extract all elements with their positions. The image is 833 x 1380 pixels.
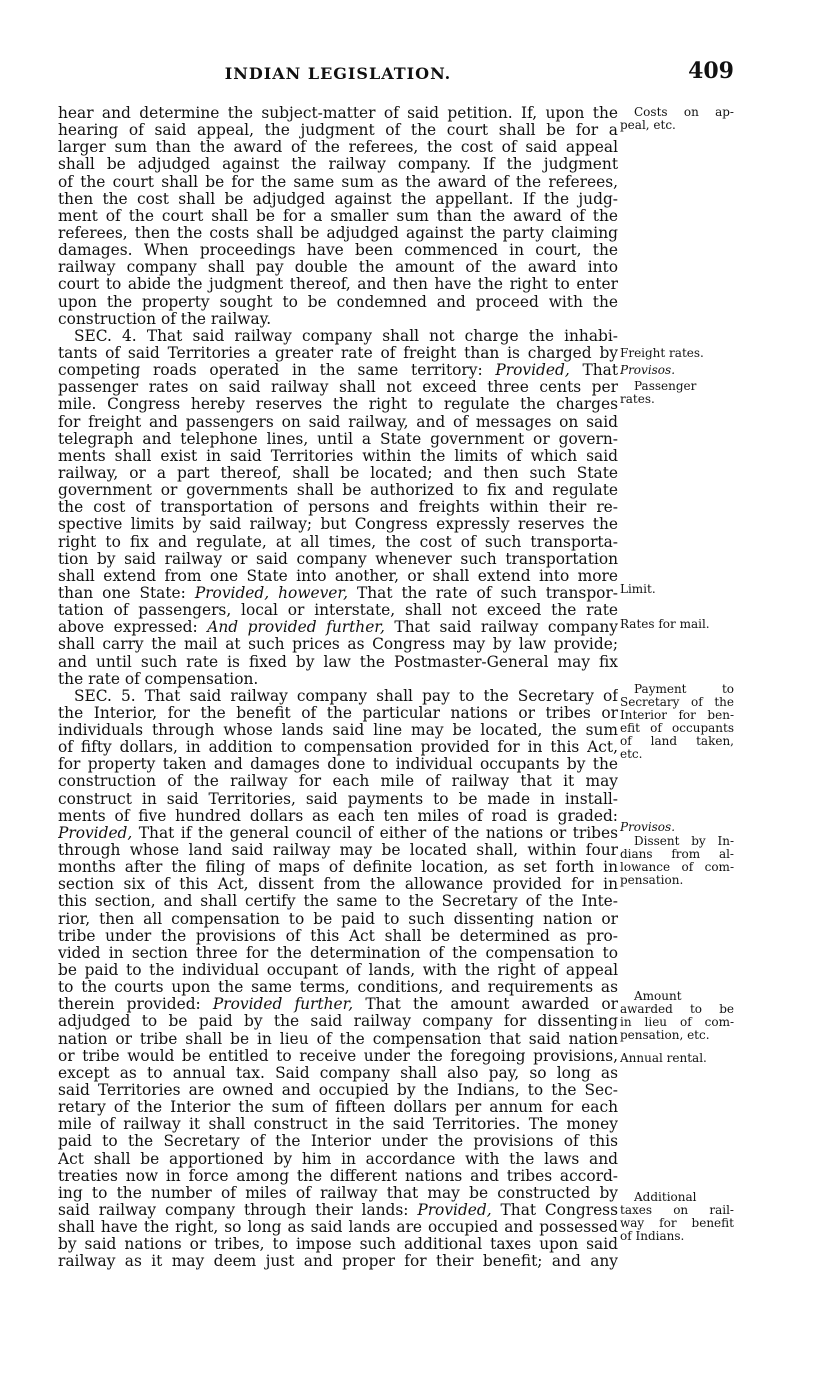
margin-note-line: of land taken, bbox=[620, 735, 734, 748]
margin-note-line: Costs on ap- bbox=[634, 106, 734, 119]
body-line: except as to annual tax. Said company shall also pay, so long as bbox=[58, 1064, 618, 1082]
body-line: therein provided: Provided further, That the amount awarded or bbox=[58, 996, 618, 1014]
margin-note-line: lowance of com- bbox=[620, 861, 734, 874]
body-line: retary of the Interior the sum of fifteen dollars per annum for each bbox=[58, 1099, 618, 1117]
margin-note-line: Amount bbox=[634, 990, 682, 1003]
note-payment-to-secretary bbox=[620, 683, 734, 761]
body-line: of the court shall be for the same sum as the award of the referees, bbox=[58, 173, 618, 191]
body-line: tion by said railway or said company whenever such transportation bbox=[58, 550, 618, 568]
body-line: railway as it may deem just and proper for their benefit; and any bbox=[58, 1253, 618, 1271]
margin-note-line: taxes on rail- bbox=[620, 1204, 734, 1217]
margin-note-line: awarded to be bbox=[620, 1003, 734, 1016]
note-annual-rental bbox=[620, 1052, 734, 1065]
body-line: above expressed: And provided further, That said railway company bbox=[58, 619, 618, 637]
margin-note-line: Additional bbox=[634, 1191, 697, 1204]
margin-note-line: efit of occupants bbox=[620, 722, 734, 735]
body-line: construct in said Territories, said payments to be made in install- bbox=[58, 790, 618, 808]
note-costs-on-appeal bbox=[620, 106, 734, 132]
body-line: of fifty dollars, in addition to compensation provided for in this Act, bbox=[58, 739, 618, 757]
note-amount-awarded bbox=[620, 990, 734, 1042]
body-line: ing to the number of miles of railway that may be constructed by bbox=[58, 1184, 618, 1202]
body-line: ments of five hundred dollars as each ten miles of road is graded: bbox=[58, 807, 618, 825]
margin-note-line: Provisos. bbox=[620, 821, 676, 834]
body-line: paid to the Secretary of the Interior under the provisions of this bbox=[58, 1133, 618, 1151]
running-title: INDIAN LEGISLATION. bbox=[224, 64, 452, 83]
note-freight-rates bbox=[620, 347, 734, 360]
body-line: for freight and passengers on said railway, and of messages on said bbox=[58, 413, 618, 431]
margin-note-line: way for benefit bbox=[620, 1217, 734, 1230]
body-line: upon the property sought to be condemned and proceed with the bbox=[58, 293, 618, 311]
body-line: to the courts upon the same terms, conditions, and requirements as bbox=[58, 979, 618, 997]
body-line: court to abide the judgment thereof, and then have the right to enter bbox=[58, 276, 618, 294]
margin-note-line: Dissent by In- bbox=[634, 835, 734, 848]
body-line: government or governments shall be authorized to fix and regulate bbox=[58, 482, 618, 500]
body-line: shall carry the mail at such prices as Congress may by law provide; bbox=[58, 636, 618, 654]
body-line: be paid to the individual occupant of lands, with the right of appeal bbox=[58, 962, 618, 980]
body-line: Provided, That if the general council of either of the nations or tribes bbox=[58, 824, 618, 842]
margin-note-line: Freight rates. bbox=[620, 347, 704, 360]
margin-note-line: Provisos. bbox=[620, 364, 676, 377]
note-limit bbox=[620, 583, 734, 596]
body-line: mile of railway it shall construct in the said Territories. The money bbox=[58, 1116, 618, 1134]
note-provisos-2 bbox=[620, 821, 734, 834]
body-line: nation or tribe shall be in lieu of the compensation that said nation bbox=[58, 1030, 618, 1048]
body-line: shall extend from one State into another, or shall extend into more bbox=[58, 567, 618, 585]
body-line: vided in section three for the determination of the compensation to bbox=[58, 944, 618, 962]
body-line: ment of the court shall be for a smaller sum than the award of the bbox=[58, 207, 618, 225]
margin-note-line: Limit. bbox=[620, 583, 656, 596]
body-line: through whose land said railway may be located shall, within four bbox=[58, 842, 618, 860]
margin-note-line: dians from al- bbox=[620, 848, 734, 861]
body-line: the rate of compensation. bbox=[58, 670, 259, 688]
page-number: 409 bbox=[688, 58, 734, 84]
note-passenger-rates bbox=[620, 380, 734, 406]
body-line: spective limits by said railway; but Congress expressly reserves the bbox=[58, 516, 618, 534]
body-line: section six of this Act, dissent from the allowance provided for in bbox=[58, 876, 618, 894]
page-header bbox=[58, 58, 734, 88]
body-line: ments shall exist in said Territories within the limits of which said bbox=[58, 447, 618, 465]
margin-note-line: Interior for ben- bbox=[620, 709, 734, 722]
body-line: damages. When proceedings have been commenced in court, the bbox=[58, 242, 618, 260]
body-line: said railway company through their lands: Provided, That Congress bbox=[58, 1202, 618, 1219]
body-line: larger sum than the award of the referees, the cost of said appeal bbox=[58, 139, 618, 157]
body-line: the cost of transportation of persons and freights within their re- bbox=[58, 499, 618, 517]
margin-note-line: pensation, etc. bbox=[620, 1029, 710, 1042]
body-line: tribe under the provisions of this Act shall be determined as pro- bbox=[58, 927, 618, 945]
body-line: passenger rates on said railway shall not exceed three cents per bbox=[58, 379, 618, 397]
body-line: this section, and shall certify the same to the Secretary of the Inte- bbox=[58, 893, 618, 911]
body-line: railway company shall pay double the amount of the award into bbox=[58, 259, 618, 277]
body-line: said Territories are owned and occupied by the Indians, to the Sec- bbox=[58, 1082, 618, 1100]
body-line: than one State: Provided, however, That the rate of such transpor- bbox=[58, 584, 618, 602]
body-line: by said nations or tribes, to impose such additional taxes upon said bbox=[58, 1236, 618, 1254]
note-rates-for-mail bbox=[620, 618, 734, 631]
body-line: for property taken and damages done to individual occupants by the bbox=[58, 756, 618, 774]
body-line: months after the filing of maps of definite location, as set forth in bbox=[58, 859, 618, 877]
body-line: treaties now in force among the different nations and tribes accord- bbox=[58, 1167, 618, 1185]
margin-note-line: peal, etc. bbox=[620, 119, 676, 132]
body-line: or tribe would be entitled to receive under the foregoing provisions, bbox=[58, 1047, 618, 1065]
body-text bbox=[58, 105, 618, 1271]
body-line: SEC. 5. That said railway company shall pay to the Secretary of bbox=[74, 687, 618, 705]
body-line: then the cost shall be adjudged against the appellant. If the judg- bbox=[58, 190, 618, 208]
body-line: shall have the right, so long as said lands are occupied and possessed bbox=[58, 1219, 618, 1237]
body-line: hear and determine the subject-matter of said petition. If, upon the bbox=[58, 105, 618, 122]
body-line: competing roads operated in the same territory: Provided, That bbox=[58, 362, 618, 380]
body-line: adjudged to be paid by the said railway company for dissenting bbox=[58, 1013, 618, 1031]
body-line: right to fix and regulate, at all times, the cost of such transporta- bbox=[58, 533, 618, 551]
body-line: railway, or a part thereof, shall be located; and then such State bbox=[58, 464, 618, 482]
body-line: construction of the railway for each mile of railway that it may bbox=[58, 773, 618, 791]
body-line: mile. Congress hereby reserves the right to regulate the charges bbox=[58, 396, 618, 414]
body-line: referees, then the costs shall be adjudged against the party claiming bbox=[58, 224, 618, 242]
note-additional-taxes bbox=[620, 1191, 734, 1243]
body-line: individuals through whose lands said line may be located, the sum bbox=[58, 722, 618, 740]
margin-note-line: Annual rental. bbox=[620, 1052, 707, 1065]
margin-note-line: Passenger bbox=[634, 380, 697, 393]
body-line: tants of said Territories a greater rate of freight than is charged by bbox=[58, 344, 618, 362]
margin-note-line: pensation. bbox=[620, 874, 684, 887]
margin-note-line: Payment to bbox=[634, 683, 734, 696]
note-provisos bbox=[620, 364, 734, 377]
body-line: tation of passengers, local or interstate, shall not exceed the rate bbox=[58, 602, 618, 620]
body-line: Act shall be apportioned by him in accordance with the laws and bbox=[58, 1150, 618, 1168]
body-line: shall be adjudged against the railway company. If the judgment bbox=[58, 156, 618, 174]
margin-note-line: etc. bbox=[620, 748, 643, 761]
body-line: telegraph and telephone lines, until a State government or govern- bbox=[58, 430, 618, 448]
body-line: SEC. 4. That said railway company shall not charge the inhabi- bbox=[74, 327, 618, 345]
body-line: and until such rate is fixed by law the Postmaster-General may fix bbox=[58, 653, 618, 671]
margin-note-line: Rates for mail. bbox=[620, 618, 710, 631]
body-line: rior, then all compensation to be paid to such dissenting nation or bbox=[58, 910, 618, 928]
note-dissent-by-indians bbox=[620, 835, 734, 887]
body-line: construction of the railway. bbox=[58, 310, 272, 328]
body-line: the Interior, for the benefit of the particular nations or tribes or bbox=[58, 704, 618, 722]
margin-note-line: Secretary of the bbox=[620, 696, 734, 709]
body-line: hearing of said appeal, the judgment of the court shall be for a bbox=[58, 122, 618, 140]
margin-note-line: in lieu of com- bbox=[620, 1016, 734, 1029]
margin-note-line: of Indians. bbox=[620, 1230, 685, 1243]
margin-note-line: rates. bbox=[620, 393, 655, 406]
